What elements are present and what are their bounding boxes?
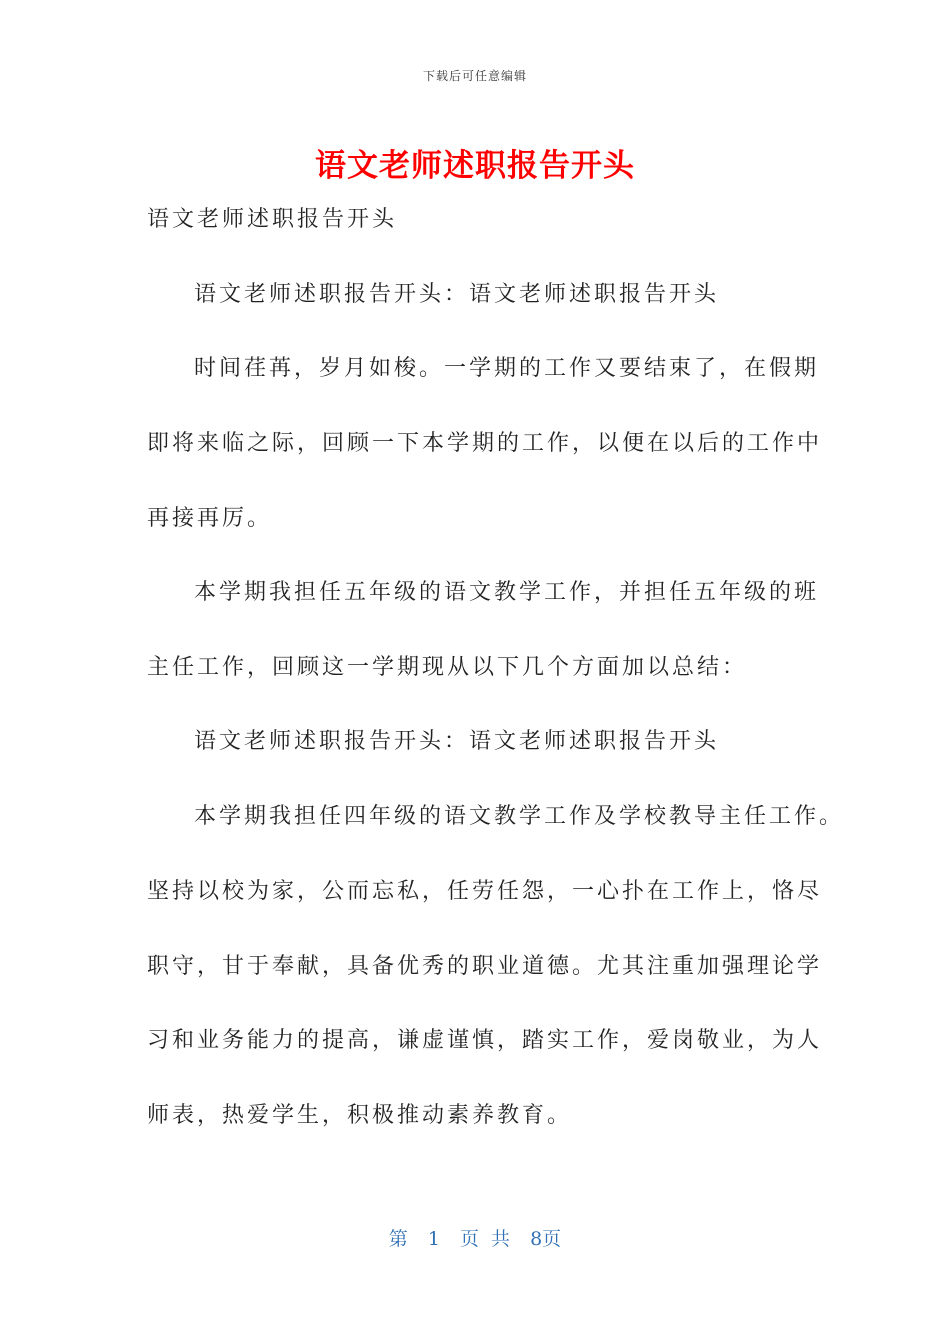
body-line: 坚持以校为家，公而忘私，任劳任怨，一心扑在工作上，恪尽 bbox=[147, 879, 823, 904]
body-line: 时间荏苒，岁月如梭。一学期的工作又要结束了，在假期 bbox=[194, 356, 820, 381]
header-note: 下载后可任意编辑 bbox=[422, 69, 527, 83]
document-title: 语文老师述职报告开头 bbox=[315, 148, 635, 184]
body-line: 师表，热爱学生，积极推动素养教育。 bbox=[147, 1103, 573, 1128]
body-line: 再接再厉。 bbox=[147, 506, 273, 531]
body-line: 本学期我担任四年级的语文教学工作及学校教导主任工作。 bbox=[194, 804, 845, 829]
body-line: 语文老师述职报告开头：语文老师述职报告开头 bbox=[194, 282, 720, 307]
page-footer bbox=[0, 1224, 950, 1251]
footer-middle: 页 共 bbox=[460, 1228, 511, 1250]
footer-prefix: 第 bbox=[388, 1228, 408, 1250]
body-line: 即将来临之际，回顾一下本学期的工作，以便在以后的工作中 bbox=[147, 431, 823, 456]
body-line: 主任工作，回顾这一学期现从以下几个方面加以总结： bbox=[147, 655, 748, 680]
footer-total: 8页 bbox=[530, 1228, 562, 1250]
body-line: 语文老师述职报告开头：语文老师述职报告开头 bbox=[194, 729, 720, 754]
footer-page-number: 1 bbox=[427, 1228, 440, 1250]
body-line: 职守，甘于奉献，具备优秀的职业道德。尤其注重加强理论学 bbox=[147, 954, 823, 979]
body-line: 语文老师述职报告开头 bbox=[147, 207, 398, 232]
body-line: 习和业务能力的提高，谦虚谨慎，踏实工作，爱岗敬业，为人 bbox=[147, 1028, 823, 1053]
body-line: 本学期我担任五年级的语文教学工作，并担任五年级的班 bbox=[194, 580, 820, 605]
